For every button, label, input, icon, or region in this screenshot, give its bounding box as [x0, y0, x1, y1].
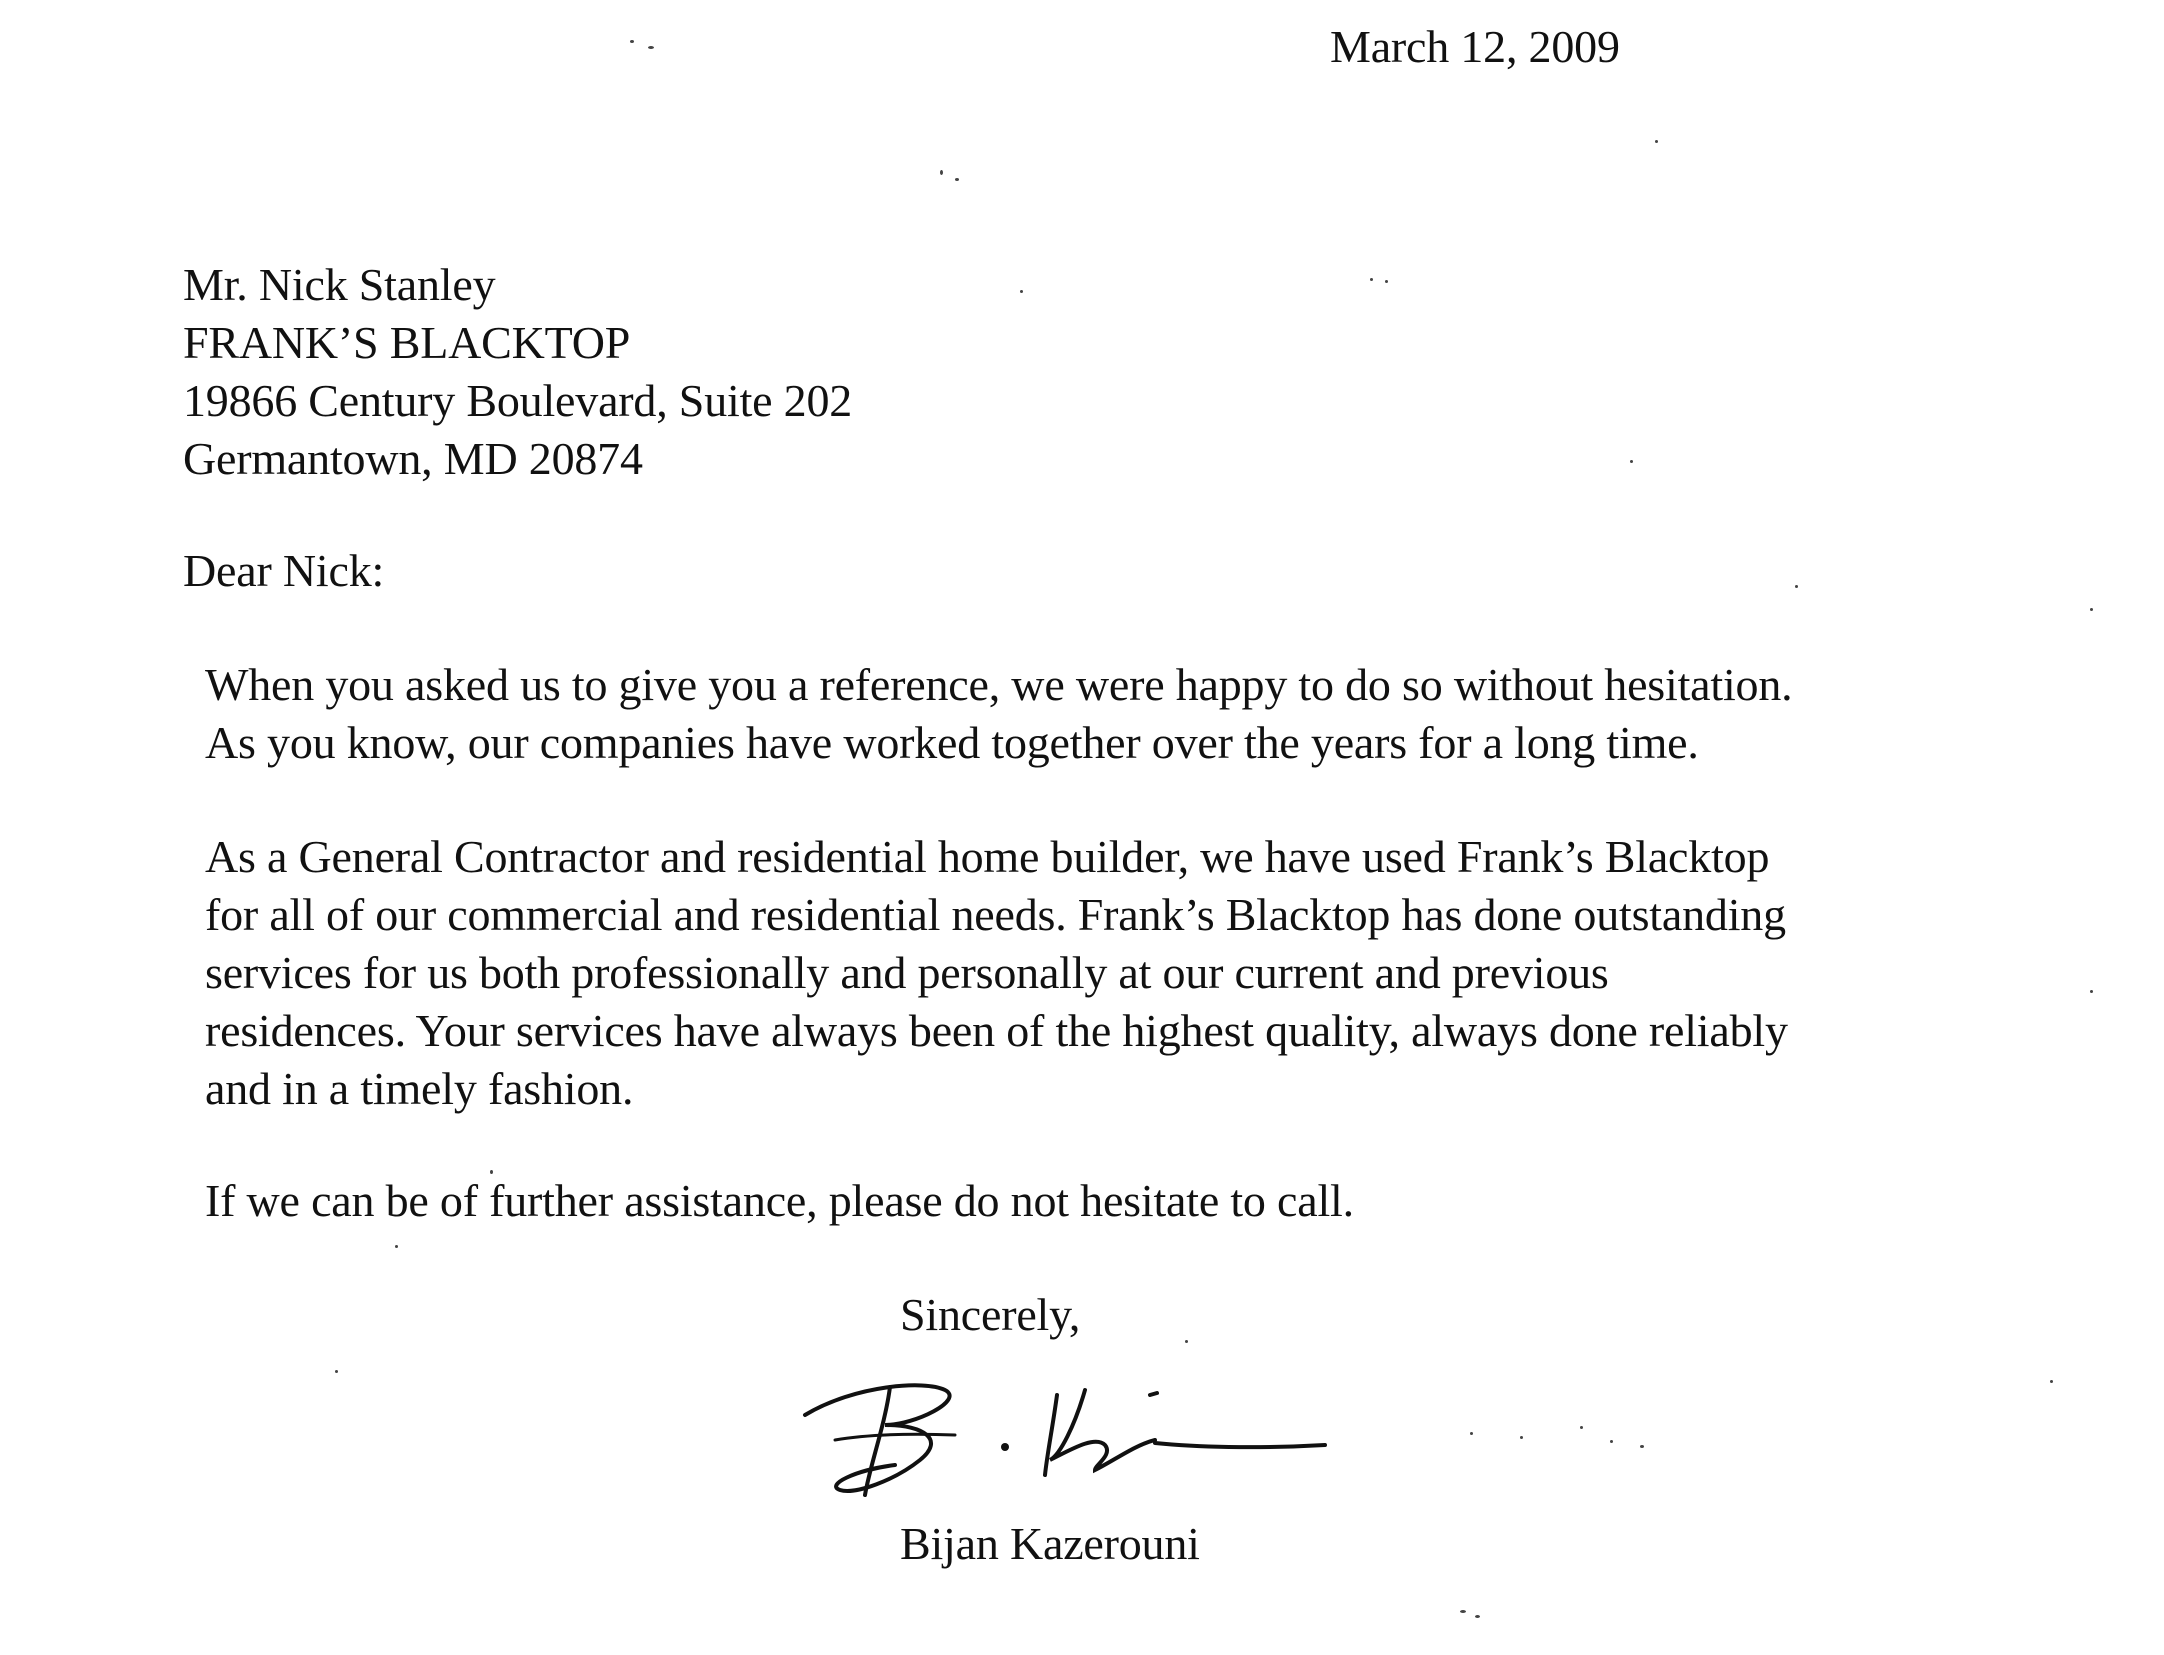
signer-name: Bijan Kazerouni [900, 1518, 1200, 1569]
scan-speck [1630, 460, 1633, 463]
paragraph-2-line: for all of our commercial and residential needs. Frank’s Blacktop has done outstanding [205, 889, 1786, 940]
recipient-name: Mr. Nick Stanley [183, 259, 496, 310]
paragraph-1-line: When you asked us to give you a reference, we were happy to do so without hesitation. [205, 659, 1793, 710]
scan-speck [2090, 990, 2093, 993]
scan-speck [955, 178, 959, 181]
paragraph-1 [205, 656, 1792, 772]
paragraph-2 [205, 828, 1788, 1118]
scan-speck [1385, 280, 1388, 283]
scan-speck [1370, 278, 1373, 281]
scan-speck [1020, 290, 1023, 293]
scan-speck [1580, 1426, 1583, 1429]
scan-speck [1470, 1432, 1473, 1435]
paragraph-2-line: As a General Contractor and residential home builder, we have used Frank’s Blacktop [205, 831, 1770, 882]
scan-speck [940, 170, 943, 175]
closing: Sincerely, [900, 1289, 1081, 1340]
paragraph-2-line: and in a timely fashion. [205, 1063, 634, 1114]
scan-speck [1610, 1440, 1613, 1443]
recipient-city: Germantown, MD 20874 [183, 433, 643, 484]
scan-speck [1640, 1445, 1644, 1448]
salutation: Dear Nick: [183, 545, 385, 596]
scan-speck [395, 1245, 398, 1248]
paragraph-1-line: As you know, our companies have worked together over the years for a long time. [205, 717, 1699, 768]
scan-speck [2090, 608, 2093, 611]
paragraph-3: If we can be of further assistance, please do not hesitate to call. [205, 1175, 1354, 1226]
scan-speck [1795, 585, 1798, 588]
scan-speck [1460, 1610, 1466, 1613]
recipient-street: 19866 Century Boulevard, Suite 202 [183, 375, 853, 426]
scan-speck [648, 46, 654, 49]
paragraph-2-line: services for us both professionally and personally at our current and previous [205, 947, 1609, 998]
handwritten-signature [795, 1365, 1335, 1505]
paragraph-2-line: residences. Your services have always been of the highest quality, always done reliably [205, 1005, 1788, 1056]
scan-speck [1475, 1615, 1480, 1618]
recipient-company: FRANK’S BLACKTOP [183, 317, 631, 368]
scan-speck [2050, 1380, 2053, 1383]
scan-speck [490, 1170, 493, 1174]
scan-speck [1655, 140, 1658, 143]
letter-date: March 12, 2009 [1330, 21, 1620, 72]
scan-speck [630, 40, 634, 43]
scan-speck [1520, 1436, 1523, 1439]
scan-speck [335, 1370, 338, 1373]
scan-speck [1185, 1340, 1188, 1343]
recipient-address [183, 256, 852, 488]
